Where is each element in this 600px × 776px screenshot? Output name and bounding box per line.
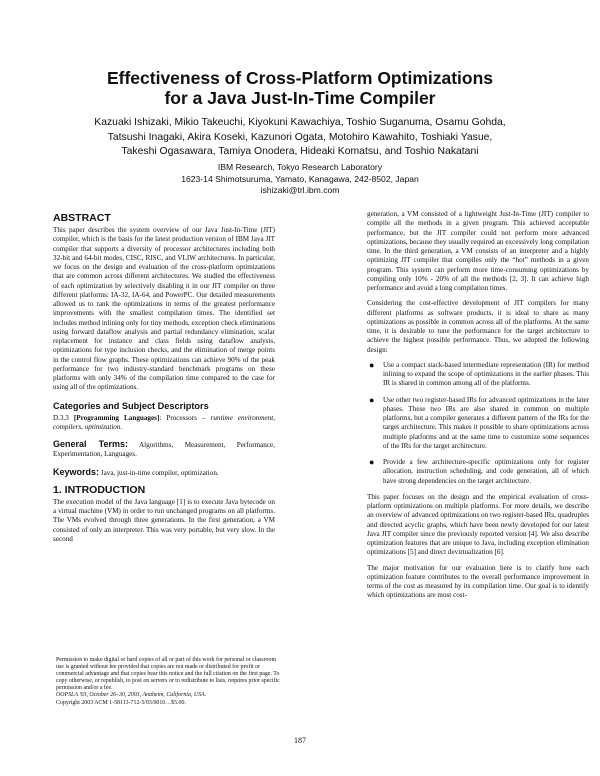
introduction-text: The execution model of the Java language [1] is to execute Java bytecode on a virtual machine (VM) in order to run unchanged programs on all platforms. The VMs evolved through three generations. In the first generation, a VM consisted of only an interpreter. This was very portable, but very slow. In the second — [53, 497, 275, 543]
categories-heading: Categories and Subject Descriptors — [53, 400, 209, 411]
bullet-icon: ● — [369, 359, 375, 370]
keywords-text: Java, just-in-time compiler, optimization. — [99, 468, 219, 477]
bullet-icon: ● — [369, 394, 375, 405]
keywords — [53, 468, 275, 478]
general-terms-heading: General Terms: — [53, 439, 128, 449]
design-bullet-list — [367, 361, 589, 486]
categories-rest: : Processors – — [159, 413, 211, 422]
categories-text — [53, 414, 275, 433]
bullet-text: Use a compact stack-based intermediate representation (IR) for method inlining to expand the scope of optimizations in the earlier phases. This IR is shared in common among all of the platforms. — [383, 360, 589, 388]
introduction-heading: 1. INTRODUCTION — [53, 483, 146, 496]
paper-title — [40, 68, 560, 108]
right-paragraph-3: This paper focuses on the design and the empirical evaluation of cross-platform optimizations on multiple platforms. For more details, we describe an overview of advanced optimizations on two register-based IRs, quadruples and directed acyclic graphs, which have been newly developed for our latest Java JIT compiler since the previously reported version [4]. We also describe optimization features that are unique to Java, including exception elimination optimizations [5] and direct devirtualization [6]. — [367, 492, 589, 557]
page-number: 187 — [294, 736, 306, 745]
abstract-heading: ABSTRACT — [53, 212, 111, 224]
bullet-text: Provide a few architecture-specific optimizations only for register allocation, instruction scheduling, and code generation, all of which have strong dependencies on the target architecture. — [383, 458, 589, 485]
categories-bold: [Programming Languages] — [73, 413, 160, 422]
author-email: ishizaki@trl.ibm.com — [260, 185, 340, 195]
permission-notice — [56, 657, 280, 707]
affiliation-line-2: 1623-14 Shimotsuruma, Yamato, Kanagawa, 242-8502, Japan — [181, 173, 419, 184]
right-paragraph-2: Considering the cost-effective development of JIT compilers for many different platforms as software products, it is ideal to share as many optimizations as possible in common across all of the platforms. At the same time, it is desirable to tune the performance for the target architecture to achieve the highest possible performance. Thus, we adopted the following design: — [367, 299, 589, 354]
title-line-1: Effectiveness of Cross-Platform Optimizations — [106, 68, 494, 88]
authors-line-1: Kazuaki Ishizaki, Mikio Takeuchi, Kiyokuni Kawachiya, Toshio Suganuma, Osamu Gohda, — [94, 117, 506, 128]
categories-code: D.3.3 — [53, 413, 74, 422]
copyright-line: Copyright 2003 ACM 1-58113-712-5/03/0010…$5.00. — [56, 699, 186, 706]
general-terms — [53, 440, 275, 460]
right-column — [367, 210, 589, 607]
bullet-text: Use other two register-based IRs for advanced optimizations in the later phases. These two IRs are also shared in common on multiple platforms, but a compiler generates a different pattern of the IRs for the target architecture. This makes it possible to share optimizations across multiple platforms and at the same time to customize some sequences of the IRs for the target architecture. — [383, 395, 589, 450]
author-list — [40, 116, 560, 160]
title-line-2: for a Java Just-In-Time Compiler — [164, 88, 436, 108]
permission-text: Permission to make digital or hard copies of all or part of this work for personal or classroom use is granted without fee provided that copies are not made or distributed for profit or commercial advantage and that copies bear this notice and the full citation on the first page. To copy otherwise, or republish, to post on servers or to redistribute to lists, requires prior specific permission and/or a fee. — [56, 657, 280, 692]
affiliation-line-1: IBM Research, Tokyo Research Laboratory — [217, 162, 383, 172]
authors-line-3: Takeshi Ogasawara, Tamiya Onodera, Hideaki Komatsu, and Toshio Nakatani — [121, 146, 479, 157]
general-terms-text: Algorithms, Measurement, Performance, Experimentation, Languages. — [53, 441, 275, 459]
authors-line-2: Tatsushi Inagaki, Akira Koseki, Kazunori Ogata, Motohiro Kawahito, Toshiaki Yasue, — [107, 131, 493, 143]
bullet-icon: ● — [369, 457, 375, 467]
abstract-text: This paper describes the system overview of our Java Just-In-Time (JIT) compiler, which is the basis for the latest production version of IBM Java JIT compiler that supports a diversity of processor architectures including both 32-bit and 64-bit modes, CISC, RISC, and VLIW architectures. In particular, we focus on the design and evaluation of the cross-platform optimizations that are common across different architectures. We studied the effectiveness of each optimization by selectively disabling it in our JIT compiler on three different platforms: IA-32, IA-64, and PowerPC. Our detailed measurements allowed us to rank the optimizations in terms of the greatest performance improvements with the smallest compilation times. The identified set includes method inlining only for tiny methods, exception check eliminations using forward dataflow analysis and partial redundancy elimination, scalar replacement for instance and class fields using dataflow analysis, optimizations for type inclusion checks, and the elimination of merge points in the control flow graphs. These optimizations can achieve 90% of the peak performance for two industry-standard benchmark programs on these platforms with only 34% of the compilation time compared to the case for using all of the optimizations. — [53, 226, 275, 392]
list-item — [367, 361, 589, 389]
affiliation — [40, 162, 560, 197]
right-paragraph-4: The major motivation for our evaluation here is to clarify how each optimization feature contributes to the overall performance improvement in terms of the cost as measured by its compilation time. Our goal is to identify which optimizations are most cost- — [367, 563, 589, 600]
conference-info: OOPSLA '03, October 26–30, 2003, Anaheim, California, USA. — [56, 692, 207, 699]
keywords-heading: Keywords: — [53, 466, 100, 477]
list-item — [367, 396, 589, 452]
categories-italic: runtime environment, compilers, optimization. — [53, 413, 276, 431]
right-paragraph-1: generation, a VM consisted of a lightweight Just-In-Time (JIT) compiler to compile all the methods in a given program. This achieved acceptable performance, but the JIT compiler could not perform more advanced optimizations, because they usually required an excessively long compilation time. In the third generation, a VM consists of an interpreter and a highly optimizing JIT compiler that compiles only the “hot” methods in a given program. This system can perform more time-consuming optimizations by compiling only 10% - 20% of all the methods [2, 3]. It can achieve high performance and avoid a long compilation times. — [367, 210, 589, 292]
list-item — [367, 458, 589, 486]
left-column — [53, 208, 275, 550]
